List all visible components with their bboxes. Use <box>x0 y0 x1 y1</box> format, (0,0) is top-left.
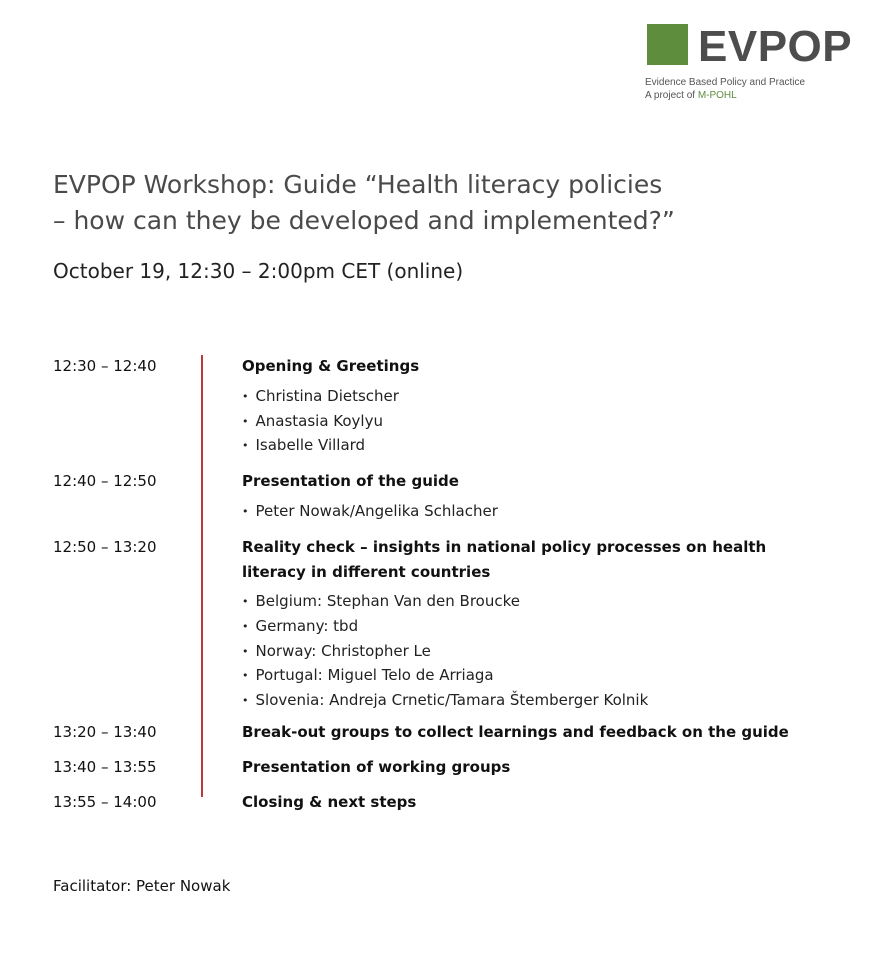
agenda-heading: Presentation of the guide <box>242 472 459 490</box>
title-line-1: EVPOP Workshop: Guide “Health literacy policies <box>53 170 663 199</box>
agenda-time: 12:30 – 12:40 <box>53 357 157 375</box>
agenda-time: 13:55 – 14:00 <box>53 793 157 811</box>
agenda-time: 13:20 – 13:40 <box>53 723 157 741</box>
speaker-item: • Christina Dietscher <box>242 384 399 410</box>
speaker-item: • Anastasia Koylyu <box>242 409 383 435</box>
agenda-heading: Opening & Greetings <box>242 357 420 375</box>
logo-project-line <box>645 89 805 102</box>
logo-project-prefix: A project of <box>645 90 698 101</box>
agenda-time: 12:50 – 13:20 <box>53 538 157 556</box>
logo-square-icon <box>647 24 688 65</box>
agenda-heading: Presentation of working groups <box>242 758 511 776</box>
logo-tagline: Evidence Based Policy and Practice <box>645 77 806 88</box>
agenda-heading: Closing & next steps <box>242 793 417 811</box>
agenda-heading: Break-out groups to collect learnings and feedback on the guide <box>242 723 789 741</box>
evpop-logo <box>645 23 865 103</box>
page-title <box>53 167 833 239</box>
facilitator-note: Facilitator: Peter Nowak <box>53 877 231 895</box>
agenda-time: 13:40 – 13:55 <box>53 758 157 776</box>
speaker-item: • Isabelle Villard <box>242 433 365 459</box>
speaker-item: • Slovenia: Andreja Crnetic/Tamara Štemberger Kolnik <box>242 688 648 714</box>
speaker-item: • Belgium: Stephan Van den Broucke <box>242 589 520 615</box>
speaker-item: • Germany: tbd <box>242 614 358 640</box>
agenda-divider <box>201 355 203 797</box>
logo-tagline-block <box>645 76 805 102</box>
speaker-item: • Norway: Christopher Le <box>242 639 431 665</box>
speaker-item: • Portugal: Miguel Telo de Arriaga <box>242 663 494 689</box>
title-line-2: – how can they be developed and implemented?” <box>53 206 675 235</box>
logo-project-name: M-POHL <box>697 90 737 101</box>
agenda-heading: Reality check – insights in national policy processes on health literacy in different countries <box>242 538 767 581</box>
logo-wordmark: EVPOP <box>698 22 853 71</box>
agenda-time: 12:40 – 12:50 <box>53 472 157 490</box>
speaker-item: • Peter Nowak/Angelika Schlacher <box>242 499 498 525</box>
event-dateline: October 19, 12:30 – 2:00pm CET (online) <box>53 259 464 283</box>
